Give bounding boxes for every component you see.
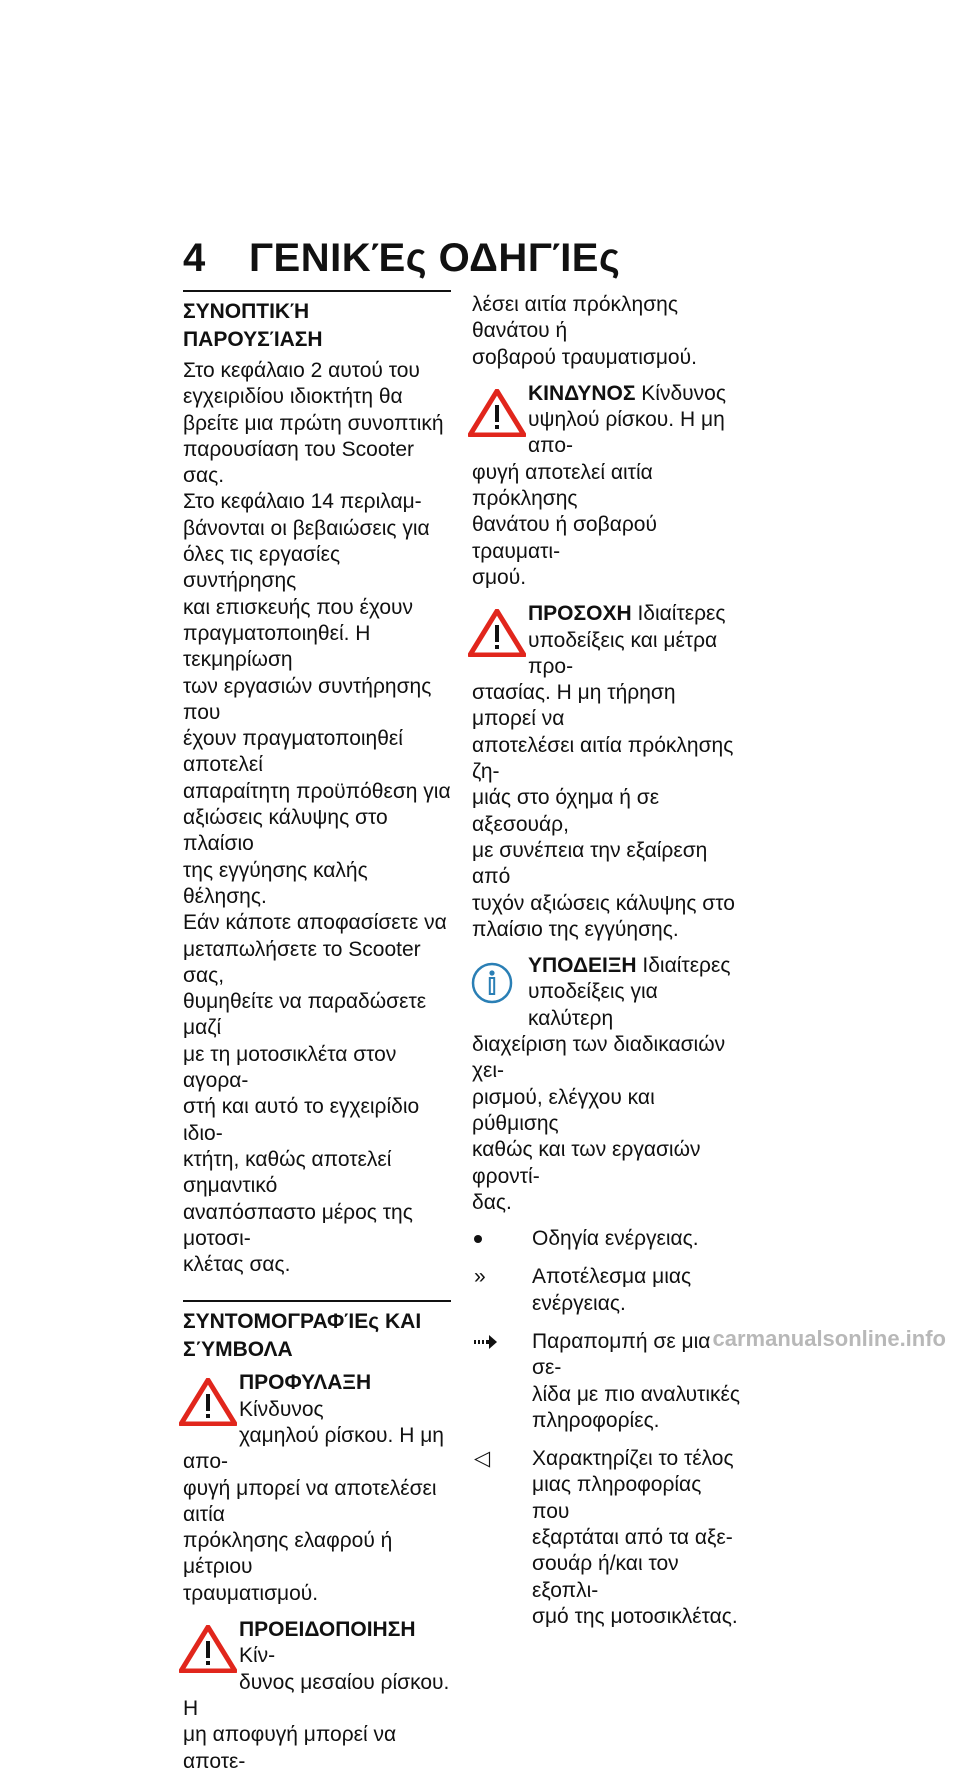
text-line: κτήτη, καθώς αποτελεί σημαντικό	[183, 1147, 392, 1198]
text-line: έχουν πραγματοποιηθεί αποτελεί	[183, 727, 403, 777]
text-line: μεταπωλήσετε το Scooter σας,	[183, 937, 421, 987]
section-rule	[183, 290, 451, 292]
text-line: όλες τις εργασίες συντήρησης	[183, 543, 341, 593]
text-line: υποδείξεις για καλύτερη	[528, 980, 658, 1030]
text-line: Στο κεφάλαιο 2 αυτού του	[183, 359, 420, 382]
info-icon	[468, 961, 526, 1009]
text-line: φυγή αποτελεί αιτία πρόκλησης	[472, 460, 653, 511]
list-item	[472, 1226, 740, 1252]
text-line: δας.	[472, 1190, 512, 1214]
text-line: Ιδιαίτερες	[631, 602, 726, 626]
text-line: δυνος μεσαίου ρίσκου. Η	[183, 1670, 450, 1720]
warning-triangle-icon	[468, 609, 526, 657]
text-line: στασίας. Η μη τήρηση μπορεί να	[472, 681, 676, 731]
text-line: τραυματισμού.	[183, 1581, 319, 1605]
list-item	[472, 1264, 740, 1317]
text-line: αποτελέσει αιτία πρόκλησης ζη-	[472, 733, 734, 784]
warning-triangle-icon	[179, 1625, 237, 1673]
text-line: υψηλού ρίσκου. Η μη απο-	[528, 408, 725, 458]
text-line: πραγματοποιηθεί. Η τεκμηρίωση	[183, 621, 371, 672]
text-line: Στο κεφάλαιο 14 περιλαμ-	[183, 490, 422, 514]
text-line: διαχείριση των διαδικασιών χει-	[472, 1033, 726, 1083]
attention-notice	[472, 601, 740, 943]
danger-notice	[472, 381, 740, 591]
warning-notice	[183, 1617, 451, 1775]
text-line: ρισμού, ελέγχου και ρύθμισης	[472, 1085, 655, 1135]
left-column	[183, 290, 451, 1775]
text-line: πρόκλησης ελαφρού ή μέτριου	[183, 1529, 393, 1579]
text-line: υποδείξεις και μέτρα προ-	[528, 628, 718, 678]
section-heading-symbols: ΣΥΝΤΟΜΟΓΡΑΦΊΕς ΚΑΙ ΣΎΜΒΟΛΑ	[183, 1310, 422, 1362]
text-line: παρουσίαση του Scooter σας.	[183, 437, 415, 488]
text-line: με συνέπεια την εξαίρεση από	[472, 838, 708, 889]
text-line: βρείτε μια πρώτη συνοπτική	[183, 411, 444, 435]
text-line: με τη μοτοσικλέτα στον αγορα-	[183, 1042, 397, 1093]
bullet-dot-icon	[474, 1235, 482, 1243]
text-line: σουάρ ή/και τον εξοπλι-	[532, 1552, 679, 1602]
text-line: κλέτας σας.	[183, 1253, 291, 1277]
text-line: Αποτέλεσμα μιας	[532, 1265, 692, 1289]
text-line: Οδηγία ενέργειας.	[532, 1227, 699, 1251]
text-line: στή και αυτό το εγχειρίδιο ιδιο-	[183, 1095, 420, 1145]
text-line: Εάν κάποτε αποφασίσετε να	[183, 911, 447, 935]
right-column	[472, 292, 740, 1642]
text-line: θυμηθείτε να παραδώσετε μαζί	[183, 990, 427, 1040]
text-line: φυγή μπορεί να αποτελέσει αιτία	[183, 1476, 437, 1526]
warning-triangle-icon	[468, 389, 526, 437]
text-line: σμού.	[472, 565, 527, 589]
watermark: carmanualsonline.info	[712, 1326, 946, 1351]
text-line: μιας πληροφορίας που	[532, 1473, 702, 1523]
text-line: Κίνδυνος	[635, 381, 726, 405]
caution-notice	[183, 1370, 451, 1607]
text-line: Χαρακτηρίζει το τέλος	[532, 1447, 734, 1471]
text-line: Ιδιαίτερες	[636, 954, 731, 978]
text-line: χαμηλού ρίσκου. Η μη απο-	[183, 1423, 444, 1474]
note-notice	[472, 953, 740, 1216]
notice-keyword: ΠΡΟΦΥΛΑΞΗ	[239, 1371, 372, 1395]
text-line: αναπόσπαστο μέρος της μοτοσι-	[183, 1200, 413, 1250]
text-line: σμό της μοτοσικλέτας.	[532, 1604, 738, 1628]
symbol-list	[472, 1226, 740, 1630]
notice-keyword: ΠΡΟΣΟΧΗ	[528, 602, 632, 626]
notice-keyword: ΥΠΟΔΕΙΞΗ	[528, 954, 637, 978]
text-line: εγχειριδίου ιδιοκτήτη θα	[183, 385, 403, 409]
text-line: βάνονται οι βεβαιώσεις για	[183, 516, 430, 540]
text-line: θανάτου ή σοβαρού τραυματι-	[472, 513, 657, 563]
text-line: Παραπομπή σε μια σε-	[532, 1329, 711, 1380]
text-line: εξαρτάται από τα αξε-	[532, 1526, 733, 1550]
notice-keyword: ΠΡΟΕΙΔΟΠΟΙΗΣΗ	[239, 1618, 416, 1642]
text-line: Κίν-	[239, 1644, 276, 1668]
text-line: Κίνδυνος	[239, 1397, 324, 1421]
section-rule	[183, 1300, 451, 1302]
warning-triangle-icon	[179, 1378, 237, 1426]
reference-arrow-icon	[474, 1329, 498, 1434]
text-line: της εγγύησης καλής θέλησης.	[183, 858, 368, 908]
text-line: απαραίτητη προϋπόθεση για	[183, 779, 451, 803]
text-line: σοβαρού τραυματισμού.	[472, 345, 697, 369]
text-line: πλαίσιο της εγγύησης.	[472, 917, 679, 941]
notice-keyword: ΚΙΝΔΥΝΟΣ	[528, 381, 636, 405]
chapter-number: 4	[183, 236, 206, 280]
text-line: καθώς και των εργασιών φροντί-	[472, 1138, 701, 1188]
text-line: πληροφορίες.	[532, 1408, 660, 1432]
chapter-title	[183, 236, 620, 281]
text-line: τυχόν αξιώσεις κάλυψης στο	[472, 891, 735, 915]
text-line: αξιώσεις κάλυψης στο πλαίσιο	[183, 806, 388, 856]
section-heading-overview: ΣΥΝΟΠΤΙΚΉ ΠΑΡΟΥΣΊΑΣΗ	[183, 300, 323, 351]
overview-body	[183, 358, 451, 1278]
text-line: μιάς στο όχημα ή σε αξεσουάρ,	[472, 786, 660, 836]
chapter-name: ΓΕΝΙΚΈς ΟΔΗΓΊΕς	[249, 236, 621, 280]
text-line: λίδα με πιο αναλυτικές	[532, 1382, 741, 1406]
list-item	[472, 1446, 740, 1630]
result-chevron-icon: »	[474, 1265, 486, 1289]
text-line: και επισκευής που έχουν	[183, 595, 414, 619]
warning-notice-continued	[472, 292, 740, 371]
list-item	[472, 1329, 740, 1434]
end-marker-icon: ◁	[474, 1447, 491, 1471]
text-line: μη αποφυγή μπορεί να αποτε-	[183, 1723, 397, 1773]
text-line: ενέργειας.	[532, 1291, 626, 1315]
text-line: λέσει αιτία πρόκλησης θανάτου ή	[472, 293, 678, 343]
text-line: των εργασιών συντήρησης που	[183, 674, 432, 724]
